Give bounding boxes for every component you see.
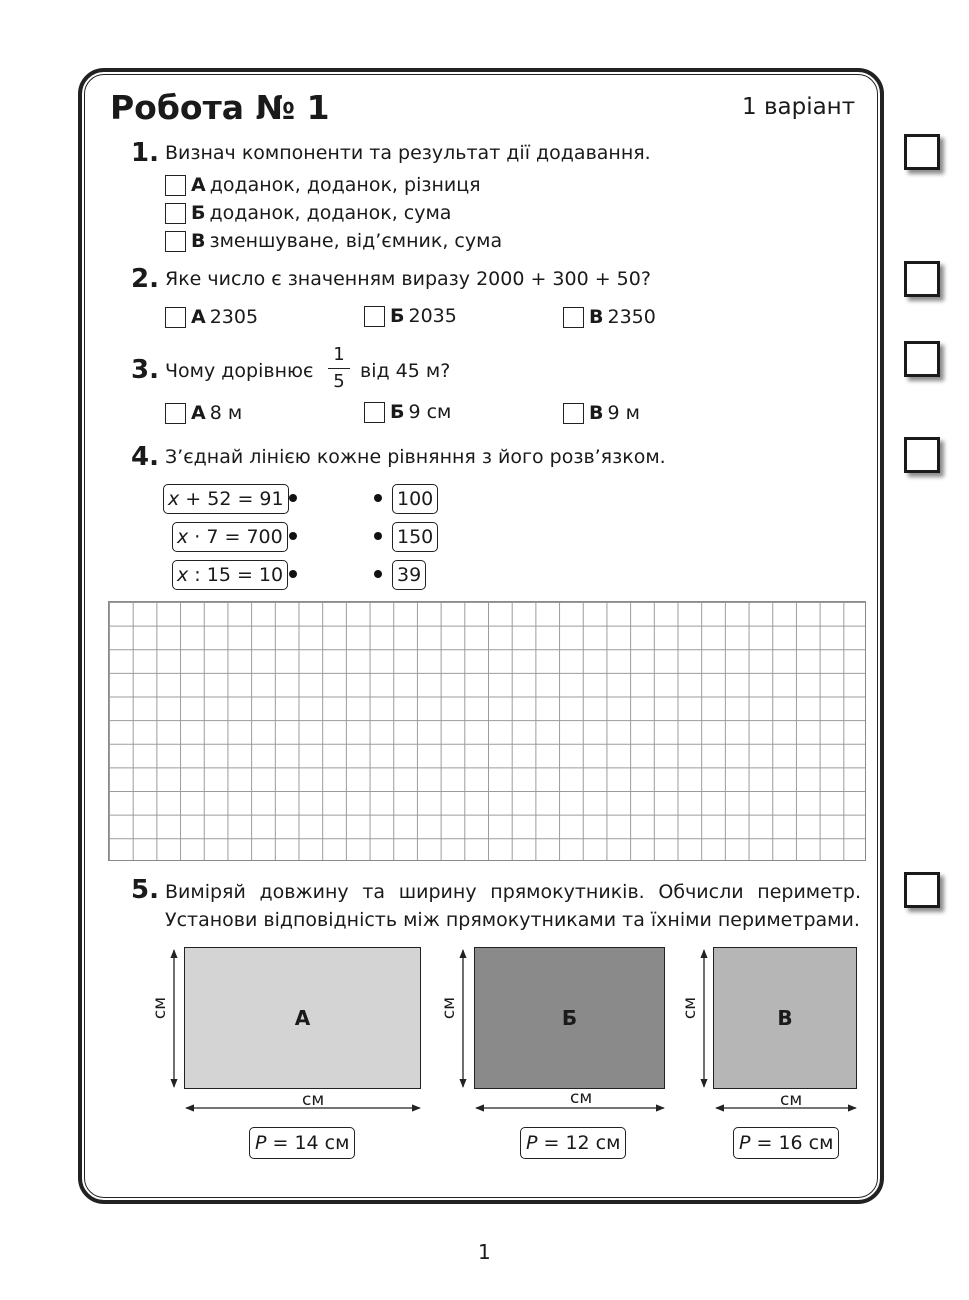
height-unit-a: см	[150, 996, 171, 1020]
option-text: 9 м	[607, 402, 640, 424]
option-letter: Б	[390, 401, 405, 423]
rectangle-b	[474, 947, 665, 1089]
question-number: 4.	[131, 442, 159, 472]
answer-box-3[interactable]: 39	[392, 560, 426, 590]
option-letter: Б	[191, 202, 206, 224]
option-letter: В	[589, 306, 604, 328]
variable: P	[739, 1132, 751, 1154]
option-letter: А	[191, 402, 206, 424]
question-text: Визнач компоненти та результат дії додавання.	[165, 142, 651, 164]
equation-rest: : 15 = 10	[188, 564, 284, 586]
option-letter: А	[191, 174, 206, 196]
equation-rest: · 7 = 700	[188, 526, 283, 548]
option-text: 9 см	[408, 401, 452, 423]
rectangle-label: В	[777, 1006, 793, 1030]
height-unit-c: см	[680, 996, 701, 1020]
rectangle-a	[184, 947, 421, 1089]
height-unit-b: см	[439, 996, 460, 1020]
option-text: доданок, доданок, різниця	[209, 174, 481, 196]
perimeter-value: = 16 см	[750, 1132, 834, 1154]
fraction-denominator: 5	[333, 371, 345, 392]
option-text: 2035	[408, 305, 457, 327]
rectangle-label: Б	[561, 1006, 578, 1030]
width-unit-b: см	[570, 1088, 593, 1108]
variable: x	[168, 488, 180, 510]
variable: x	[177, 564, 189, 586]
question-number: 5.	[131, 875, 159, 905]
option-text: доданок, доданок, сума	[209, 202, 452, 224]
option-text: зменшуване, від’ємник, сума	[209, 230, 503, 252]
question-number: 2.	[131, 264, 159, 294]
rectangle-label: А	[294, 1006, 311, 1030]
width-unit-c: см	[780, 1090, 803, 1110]
perimeter-box-1[interactable]	[249, 1127, 355, 1159]
perimeter-value: = 12 см	[537, 1132, 621, 1154]
option-letter: В	[191, 230, 206, 252]
fraction-numerator: 1	[333, 344, 345, 365]
width-unit-a: см	[302, 1090, 325, 1110]
variable: P	[255, 1132, 267, 1154]
question-text: Яке число є значенням виразу 2000 + 300 + 50?	[165, 268, 651, 290]
option-letter: В	[589, 402, 604, 424]
answer-box-1[interactable]: 100	[392, 484, 438, 514]
worksheet-title: Робота № 1	[110, 88, 330, 127]
option-text: 8 м	[209, 402, 243, 424]
variable: P	[526, 1132, 538, 1154]
variable: x	[177, 526, 189, 548]
question-number: 3.	[131, 355, 159, 385]
question-text: З’єднай лінією кожне рівняння з його розв’язком.	[165, 446, 666, 468]
option-letter: Б	[390, 305, 405, 327]
option-text: 2305	[209, 306, 259, 328]
question-number: 1.	[131, 138, 159, 168]
option-text: 2350	[607, 306, 656, 328]
question-text-after: від 45 м?	[360, 360, 451, 382]
variant-label: 1 варіант	[742, 94, 856, 120]
answer-box-2[interactable]: 150	[392, 522, 438, 552]
page-number: 1	[478, 1240, 491, 1264]
perimeter-value: = 14 см	[266, 1132, 350, 1154]
question-text-before: Чому дорівнює	[165, 360, 314, 382]
option-letter: А	[191, 306, 206, 328]
rectangle-c	[713, 947, 857, 1089]
perimeter-box-3[interactable]	[733, 1127, 839, 1159]
equation-rest: + 52 = 91	[179, 488, 284, 510]
perimeter-box-2[interactable]	[520, 1127, 626, 1159]
question-text-line-1: Виміряй довжину та ширину прямокутників. Обчисли периметр.	[165, 881, 861, 903]
question-text-line-2: Установи відповідність між прямокутниками та їхніми периметрами.	[165, 909, 860, 931]
